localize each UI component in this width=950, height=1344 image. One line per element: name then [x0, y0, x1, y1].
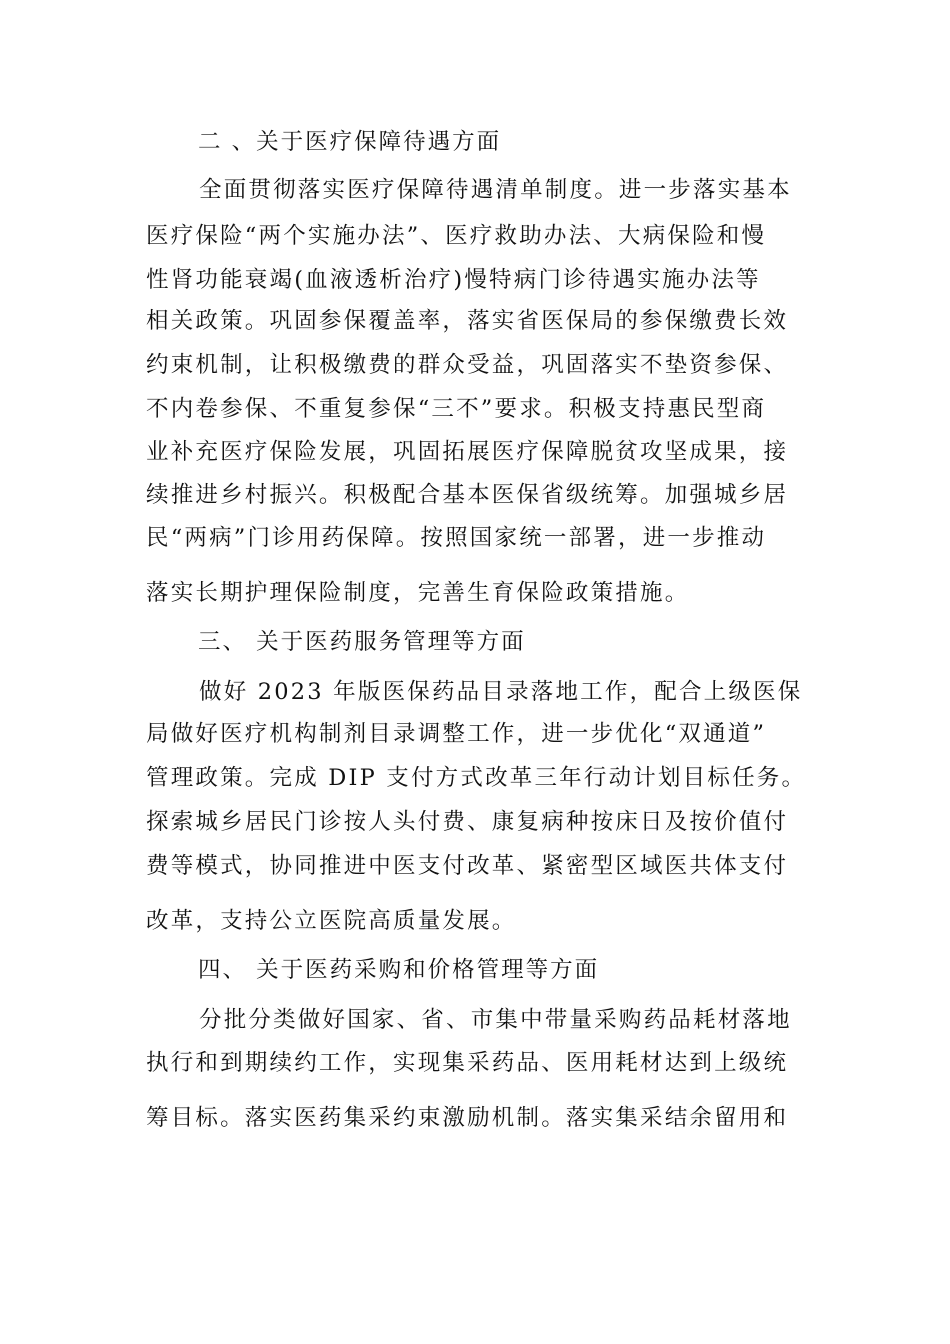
paragraph-line: 性肾功能衰竭(血液透析治疗)慢特病门诊待遇实施办法等	[146, 267, 761, 293]
paragraph-line: 相关政策。巩固参保覆盖率，落实省医保局的参保缴费长效	[146, 308, 789, 334]
paragraph-line: 改革，支持公立医院高质量发展。	[146, 908, 517, 934]
paragraph-line: 局做好医疗机构制剂目录调整工作，进一步优化“双通道”	[146, 721, 767, 747]
section-heading-4: 四、 关于医药采购和价格管理等方面	[198, 957, 600, 983]
paragraph-line: 续推进乡村振兴。积极配合基本医保省级统筹。加强城乡居	[146, 482, 789, 508]
paragraph-line: 医疗保险“两个实施办法”、医疗救助办法、大病保险和慢	[146, 223, 767, 249]
paragraph-line: 不内卷参保、不重复参保“三不”要求。积极支持惠民型商	[146, 396, 767, 422]
paragraph-line: 费等模式，协同推进中医支付改革、紧密型区域医共体支付	[146, 853, 789, 879]
paragraph-line: 分批分类做好国家、省、市集中带量采购药品耗材落地	[199, 1007, 792, 1033]
paragraph-line: 民“两病”门诊用药保障。按照国家统一部署，进一步推动	[146, 525, 767, 551]
paragraph-line: 筹目标。落实医药集采约束激励机制。落实集采结余留用和	[146, 1105, 789, 1131]
paragraph-line: 探索城乡居民门诊按人头付费、康复病种按床日及按价值付	[146, 809, 789, 835]
paragraph-line: 管理政策。完成 DIP 支付方式改革三年行动计划目标任务。	[146, 765, 807, 791]
paragraph-line: 约束机制，让积极缴费的群众受益，巩固落实不垫资参保、	[146, 352, 789, 378]
paragraph-line: 执行和到期续约工作，实现集采药品、医用耗材达到上级统	[146, 1050, 789, 1076]
paragraph-line: 做好 2023 年版医保药品目录落地工作，配合上级医保	[199, 679, 803, 705]
section-heading-3: 三、 关于医药服务管理等方面	[198, 629, 526, 655]
paragraph-line: 全面贯彻落实医疗保障待遇清单制度。进一步落实基本	[199, 177, 792, 203]
section-heading-2: 二 、关于医疗保障待遇方面	[198, 129, 502, 155]
paragraph-line: 落实长期护理保险制度，完善生育保险政策措施。	[146, 580, 690, 606]
paragraph-line: 业补充医疗保险发展，巩固拓展医疗保障脱贫攻坚成果，接	[146, 439, 789, 465]
